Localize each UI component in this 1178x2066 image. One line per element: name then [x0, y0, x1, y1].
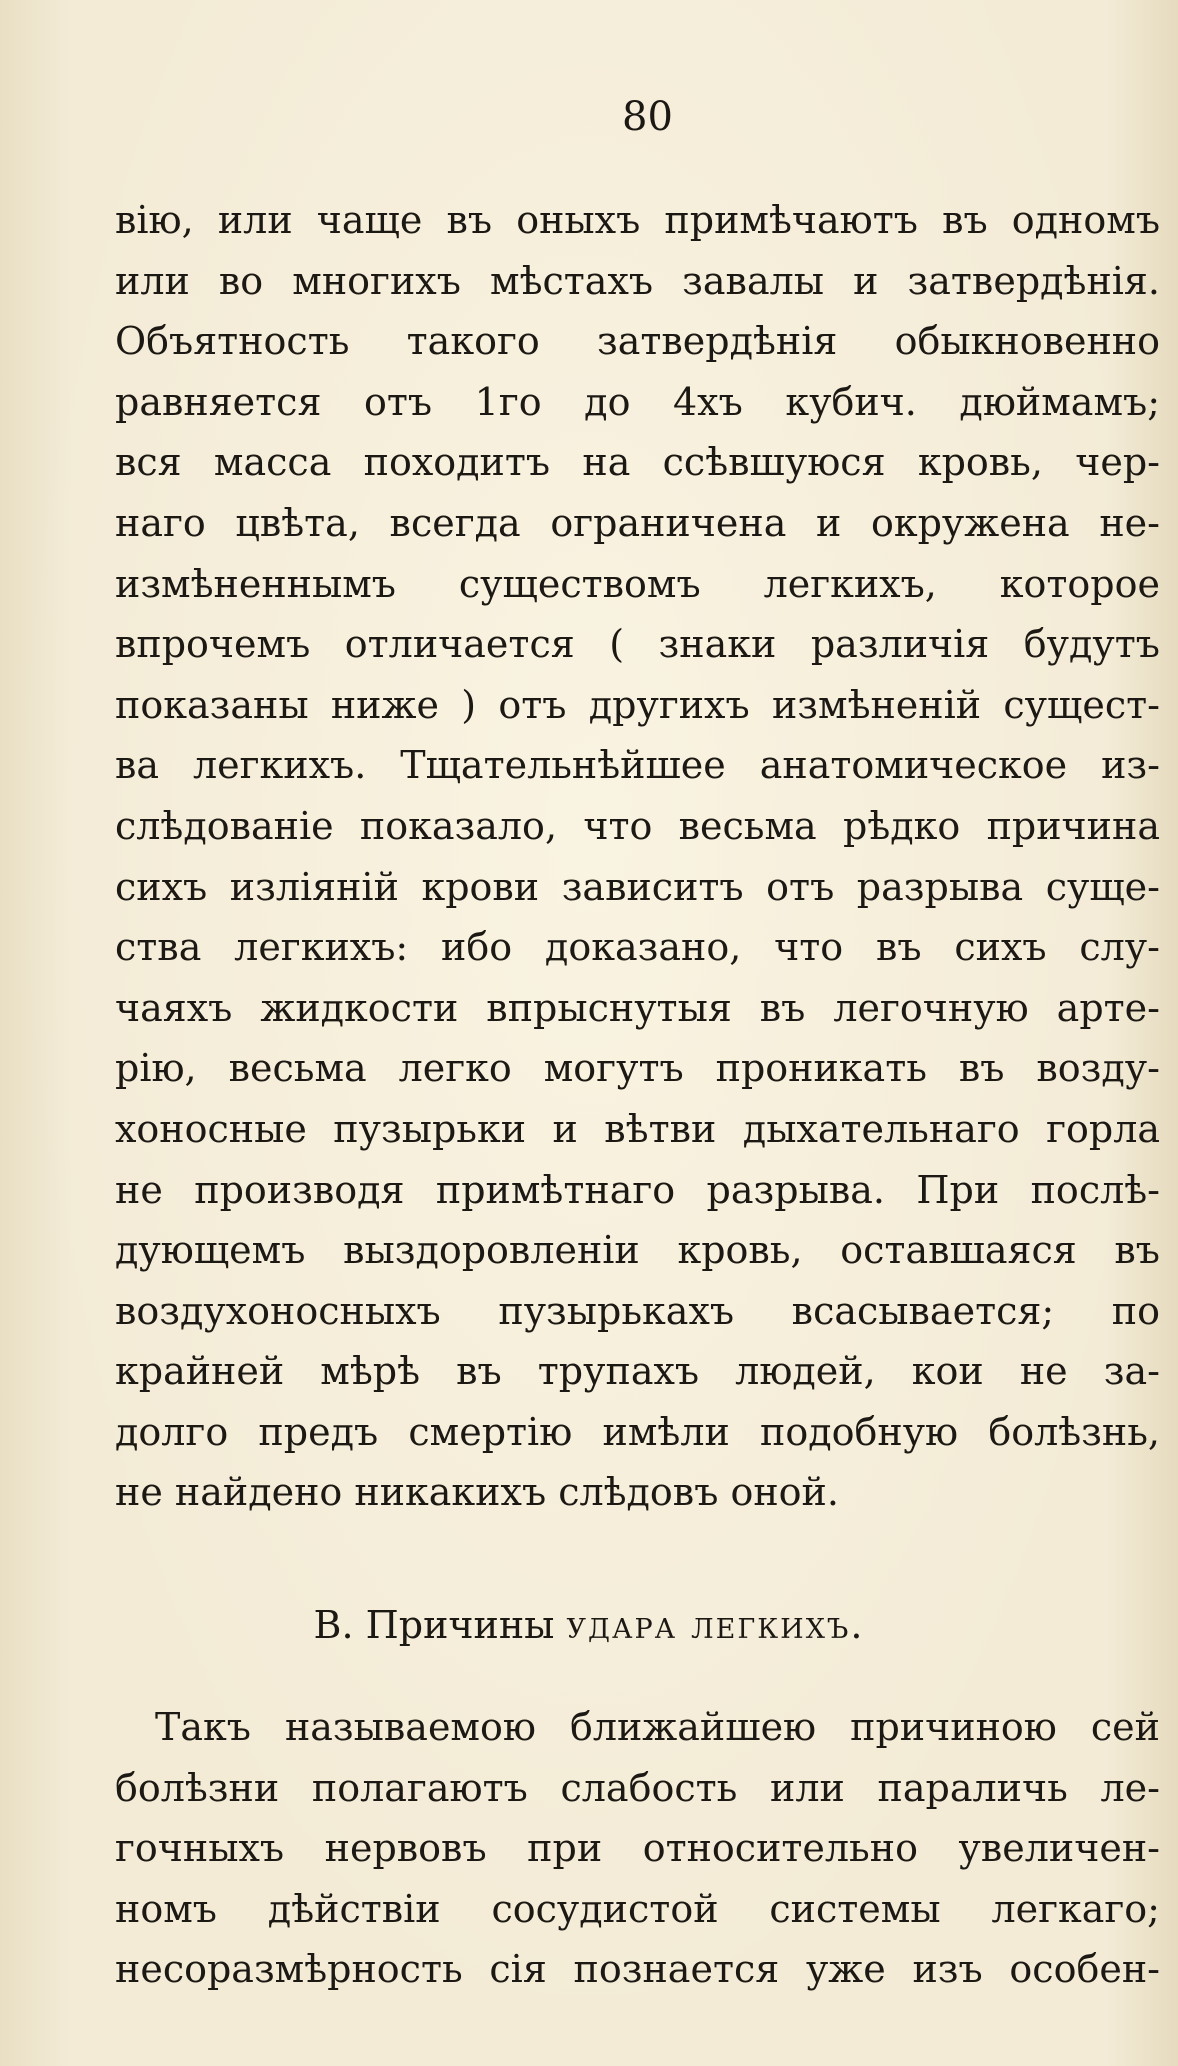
text-line: вію, или чаще въ оныхъ примѣчаютъ въ одномъ: [115, 198, 1160, 242]
text-line: Такъ называемою ближайшею причиною сей: [155, 1705, 1160, 1749]
text-line: измѣненнымъ существомъ легкихъ, которое: [115, 561, 1160, 606]
text-line: наго цвѣта, всегда ограничена и окружена не-: [115, 500, 1160, 545]
text-line: сихъ изліяній крови зависитъ отъ разрыва суще-: [115, 864, 1160, 909]
text-line: Объятность такого затвердѣнія обыкновенно: [115, 319, 1160, 364]
text-line: гочныхъ нервовъ при относительно увеличен-: [115, 1826, 1160, 1871]
paragraph-1: [115, 190, 1160, 1523]
section-heading: [0, 1600, 1178, 1650]
paragraph-2: [115, 1697, 1160, 2000]
text-line: крайней мѣрѣ въ трупахъ людей, кои не за-: [115, 1349, 1160, 1394]
text-line: номъ дѣйствіи сосудистой системы легкаго;: [115, 1886, 1160, 1931]
text-line: рію, весьма легко могутъ проникать въ возду-: [115, 1046, 1160, 1091]
text-line: не найдено никакихъ слѣдовъ оной.: [115, 1470, 839, 1515]
text-line: слѣдованіе показало, что весьма рѣдко причина: [115, 803, 1160, 848]
text-line: воздухоносныхъ пузырькахъ всасывается; по: [115, 1288, 1160, 1333]
text-line: показаны ниже ) отъ другихъ измѣненій сущест-: [115, 682, 1160, 727]
text-line: долго предъ смертію имѣли подобную болѣзнь,: [115, 1409, 1160, 1454]
text-line: ства легкихъ: ибо доказано, что въ сихъ слу-: [115, 925, 1160, 970]
text-line: равняется отъ 1го до 4хъ кубич. дюймамъ;: [115, 379, 1160, 424]
text-line: дующемъ выздоровленіи кровь, оставшаяся въ: [115, 1228, 1160, 1273]
text-line: не производя примѣтнаго разрыва. При послѣ-: [115, 1167, 1160, 1212]
section-heading-rest: удара легкихъ.: [566, 1603, 865, 1647]
text-line: чаяхъ жидкости впрыснутыя въ легочную арте-: [115, 985, 1160, 1030]
page-number: 80: [622, 94, 673, 140]
text-line: вся масса походитъ на ссѣвшуюся кровь, чер-: [115, 440, 1160, 485]
text-line: хоносные пузырьки и вѣтви дыхательнаго горла: [115, 1106, 1160, 1151]
text-line: впрочемъ отличается ( знаки различія будутъ: [115, 622, 1160, 667]
section-heading-prefix: В. Причины: [313, 1603, 555, 1647]
text-line: несоразмѣрность сія познается уже изъ особен-: [115, 1947, 1160, 1992]
text-line: болѣзни полагаютъ слабость или параличь ле-: [115, 1765, 1160, 1810]
text-line: или во многихъ мѣстахъ завалы и затвердѣнія.: [115, 258, 1160, 303]
text-line: ва легкихъ. Тщательнѣйшее анатомическое из-: [115, 743, 1160, 788]
